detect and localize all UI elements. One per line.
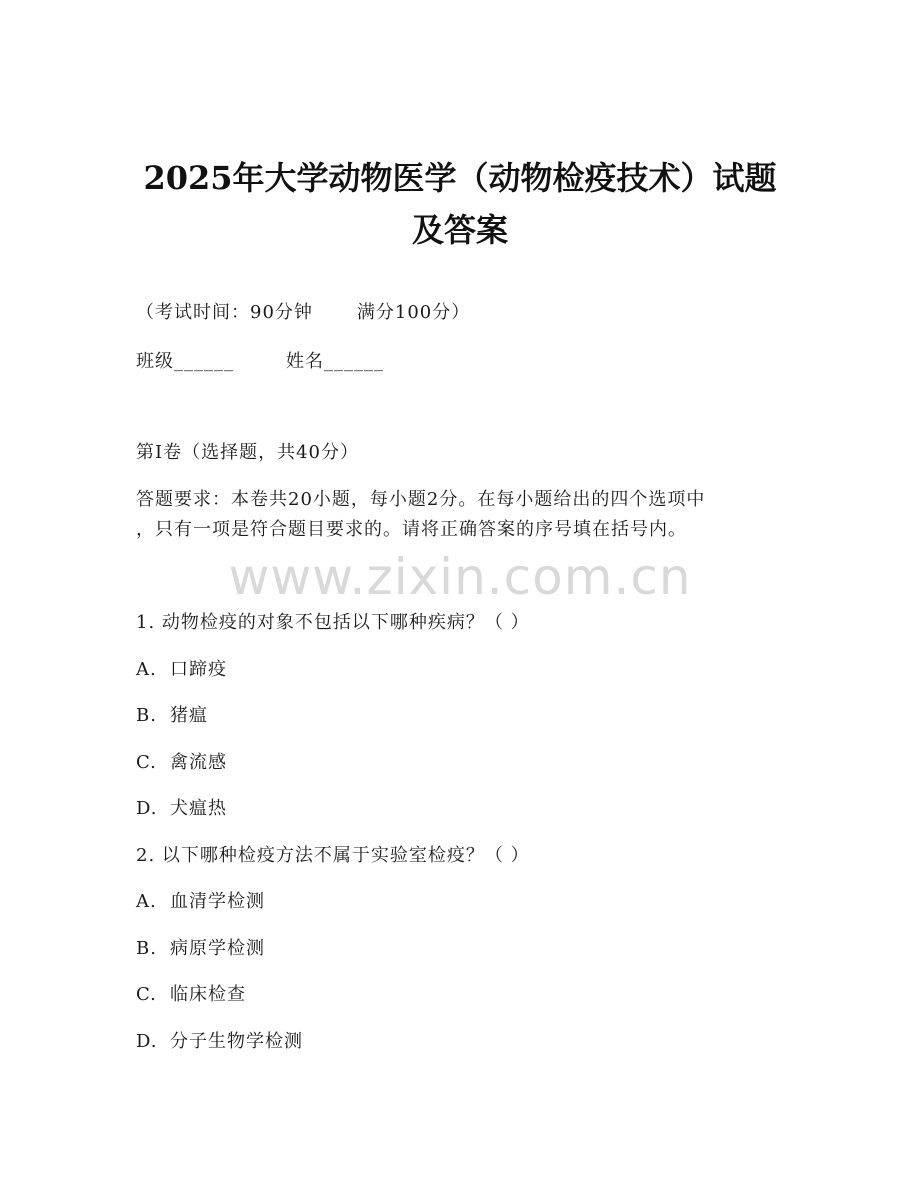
question-2-stem: 2. 以下哪种检疫方法不属于实验室检疫？（ ） bbox=[136, 845, 530, 866]
name-field: 姓名______ bbox=[286, 351, 384, 372]
option-text: 口蹄疫 bbox=[170, 659, 227, 680]
watermark: www.zixin.com.cn bbox=[228, 548, 692, 606]
question-1-option-a bbox=[136, 657, 796, 683]
option-text: 分子生物学检测 bbox=[170, 1031, 303, 1052]
option-text: 临床检查 bbox=[170, 984, 246, 1005]
question-1-option-b bbox=[136, 703, 796, 729]
option-letter: A. bbox=[136, 891, 157, 912]
exam-time: （考试时间：90分钟 bbox=[136, 302, 313, 323]
document-title-line-2: 及答案 bbox=[411, 211, 508, 249]
question-2-option-c bbox=[136, 982, 796, 1008]
question-2-option-b bbox=[136, 936, 796, 962]
question-1-stem: 1. 动物检疫的对象不包括以下哪种疾病？（ ） bbox=[136, 612, 530, 633]
option-text: 病原学检测 bbox=[170, 938, 265, 959]
student-fields bbox=[136, 349, 796, 375]
option-letter: C. bbox=[136, 984, 157, 1005]
question-1-option-c bbox=[136, 750, 796, 776]
option-text: 禽流感 bbox=[170, 752, 227, 773]
question-1-option-d bbox=[136, 796, 796, 822]
option-letter: A. bbox=[136, 659, 157, 680]
exam-info bbox=[136, 300, 796, 326]
class-field: 班级______ bbox=[136, 351, 234, 372]
option-letter: D. bbox=[136, 798, 158, 819]
option-letter: B. bbox=[136, 705, 157, 726]
instructions-line-1: 答题要求：本卷共20小题，每小题2分。在每小题给出的四个选项中 bbox=[136, 489, 706, 510]
exam-score: 满分100分） bbox=[356, 302, 471, 323]
option-text: 犬瘟热 bbox=[170, 798, 227, 819]
document-title-line-1: 2025年大学动物医学（动物检疫技术）试题 bbox=[143, 159, 777, 197]
question-2-option-a bbox=[136, 889, 796, 915]
option-letter: C. bbox=[136, 752, 157, 773]
option-letter: B. bbox=[136, 938, 157, 959]
option-text: 血清学检测 bbox=[170, 891, 265, 912]
option-letter: D. bbox=[136, 1031, 158, 1052]
option-text: 猪瘟 bbox=[170, 705, 208, 726]
section-heading: 第Ⅰ卷（选择题，共40分） bbox=[136, 442, 360, 463]
question-2-option-d bbox=[136, 1029, 796, 1055]
instructions-line-2: ，只有一项是符合题目要求的。请将正确答案的序号填在括号内。 bbox=[136, 519, 687, 540]
